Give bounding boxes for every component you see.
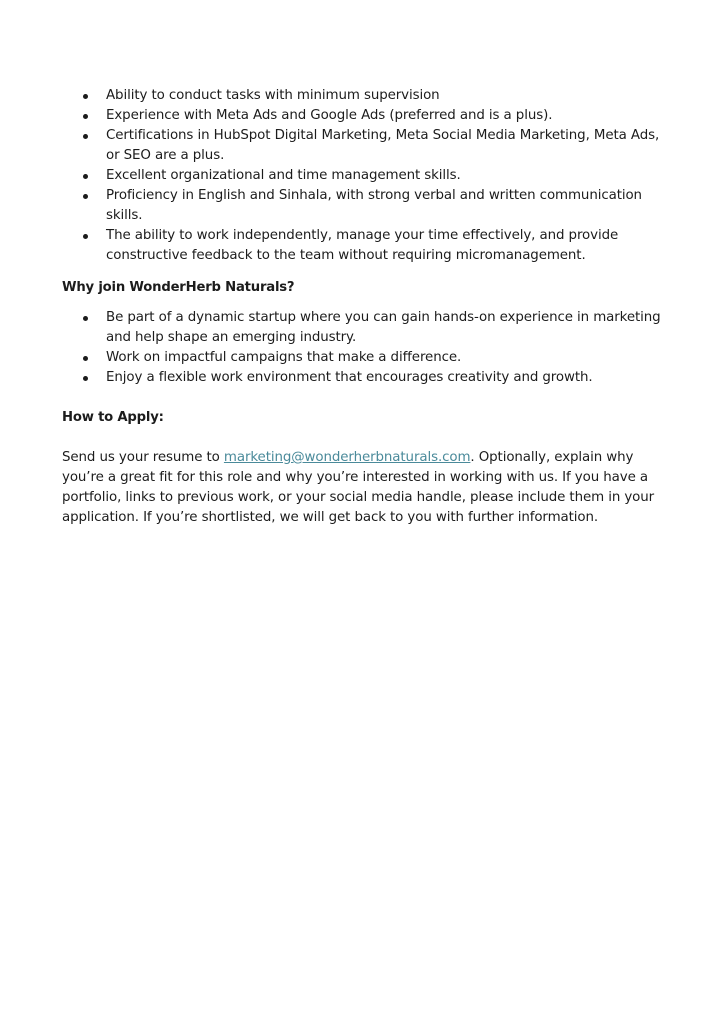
bullet-icon xyxy=(83,134,88,139)
list-item xyxy=(62,186,662,226)
list-item-text: Experience with Meta Ads and Google Ads (preferred and is a plus). xyxy=(106,108,553,123)
bullet-icon xyxy=(83,376,88,381)
list-item xyxy=(62,368,662,388)
apply-text-rest: . Optionally, explain why you’re a great fit for this role and why you’re interested in working with us. If you have a portfolio, links to previous work, or your social media handle, please include them in your application. If you’re shortlisted, we will get back to you with further information. xyxy=(62,450,655,525)
how-to-apply-heading: How to Apply: xyxy=(62,410,164,425)
why-join-heading: Why join WonderHerb Naturals? xyxy=(62,280,295,295)
bullet-icon xyxy=(83,94,88,99)
list-item xyxy=(62,226,662,266)
bullet-icon xyxy=(83,194,88,199)
list-item xyxy=(62,86,662,106)
email-link[interactable]: marketing@wonderherbnaturals.com xyxy=(223,450,471,465)
list-item xyxy=(62,348,662,368)
bullet-icon xyxy=(83,316,88,321)
list-item xyxy=(62,166,662,186)
apply-text-start: Send us your resume to xyxy=(62,450,224,465)
list-item-text: Enjoy a flexible work environment that encourages creativity and growth. xyxy=(106,370,593,385)
list-item xyxy=(62,308,662,348)
how-to-apply-paragraph xyxy=(62,448,662,528)
list-item-text: Excellent organizational and time management skills. xyxy=(106,168,461,183)
bullet-icon xyxy=(83,174,88,179)
list-item xyxy=(62,106,662,126)
bullet-icon xyxy=(83,356,88,361)
list-item-text: Be part of a dynamic startup where you can gain hands-on experience in marketing and help shape an emerging industry. xyxy=(106,310,661,345)
bullet-icon xyxy=(83,234,88,239)
list-item-text: Certifications in HubSpot Digital Marketing, Meta Social Media Marketing, Meta Ads, or SEO are a plus. xyxy=(106,128,660,163)
bullet-icon xyxy=(83,114,88,119)
page-content xyxy=(62,86,662,528)
requirements-list xyxy=(62,86,662,266)
why-join-list xyxy=(62,308,662,388)
list-item-text: Proficiency in English and Sinhala, with strong verbal and written communication skills. xyxy=(106,188,642,223)
list-item-text: The ability to work independently, manage your time effectively, and provide constructive feedback to the team without requiring micromanagement. xyxy=(106,228,619,263)
list-item xyxy=(62,126,662,166)
list-item-text: Work on impactful campaigns that make a difference. xyxy=(106,350,462,365)
list-item-text: Ability to conduct tasks with minimum supervision xyxy=(106,88,440,103)
